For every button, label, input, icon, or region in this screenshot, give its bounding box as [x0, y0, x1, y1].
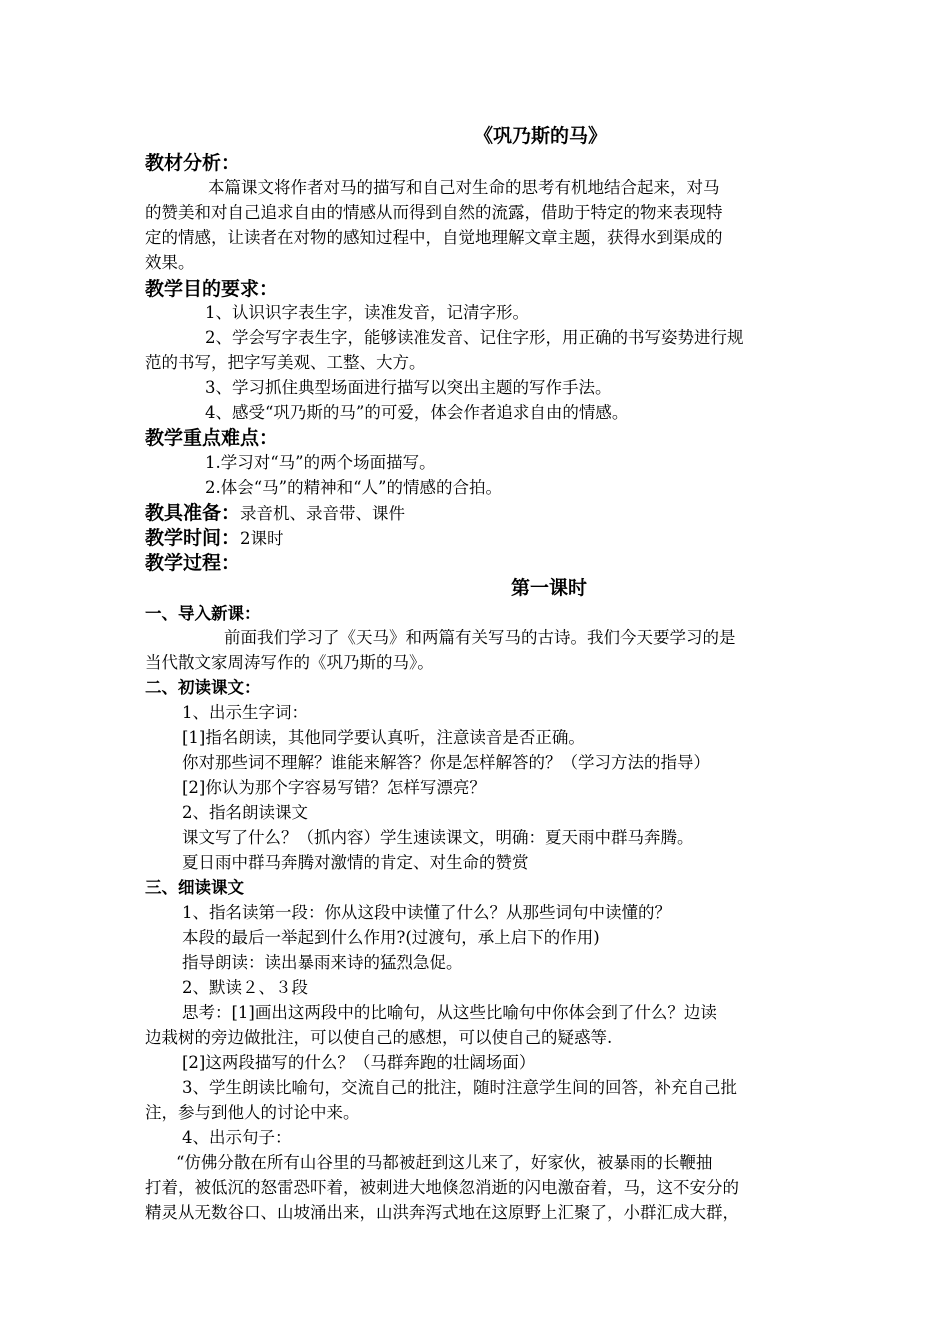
keypoints-heading: 教学重点难点：: [145, 427, 279, 449]
part2-line: 1、出示生字词：: [182, 703, 308, 722]
part3-line: 注，参与到他人的讨论中来。: [145, 1103, 360, 1122]
part3-line: 本段的最后一举起到什么作用?(过渡句，承上启下的作用): [182, 928, 600, 947]
keypoints-line: 1.学习对“马”的两个场面描写。: [205, 453, 436, 472]
goals-line: 4、感受“巩乃斯的马”的可爱，体会作者追求自由的情感。: [205, 403, 629, 422]
part2-line: 夏日雨中群马奔腾对激情的肯定、对生命的赞赏: [182, 853, 529, 872]
part3-line: 3、学生朗读比喻句，交流自己的批注，随时注意学生间的回答，补充自己批: [182, 1078, 737, 1097]
process-heading: 教学过程：: [145, 552, 241, 574]
analysis-line: 的赞美和对自己追求自由的情感从而得到自然的流露，借助于特定的物来表现特: [145, 203, 723, 222]
part3-heading: 三、细读课文: [145, 878, 244, 897]
part3-line: 2、默读２、３段: [182, 978, 308, 997]
analysis-line: 效果。: [145, 253, 195, 272]
part2-line: 课文写了什么？（抓内容）学生速读课文，明确：夏天雨中群马奔腾。: [182, 828, 694, 847]
part1-line: 当代散文家周涛写作的《巩乃斯的马》。: [145, 653, 434, 672]
time-row: [145, 526, 284, 551]
time-value: 2课时: [240, 529, 284, 548]
analysis-line: 本篇课文将作者对马的描写和自己对生命的思考有机地结合起来，对马: [208, 178, 720, 197]
part3-line: 指导朗读：读出暴雨来诗的猛烈急促。: [182, 953, 463, 972]
lesson1-heading: 第一课时: [511, 577, 588, 599]
part3-line: [2]这两段描写的什么？（马群奔跑的壮阔场面）: [182, 1053, 536, 1072]
tools-row: [145, 501, 405, 526]
part3-line: 4、出示句子：: [182, 1128, 292, 1147]
part3-line: 打着，被低沉的怒雷恐吓着，被刺进大地倏忽消逝的闪电激奋着，马，这不安分的: [145, 1178, 739, 1197]
part2-line: 2、指名朗读课文: [182, 803, 308, 822]
part1-heading: 一、导入新课：: [145, 604, 261, 623]
part3-line: 思考：[1]画出这两段中的比喻句，从这些比喻句中你体会到了什么？边读: [182, 1003, 717, 1022]
part2-heading: 二、初读课文：: [145, 678, 261, 697]
tools-heading: 教具准备：: [145, 502, 241, 524]
part2-line: 你对那些词不理解？谁能来解答？你是怎样解答的？（学习方法的指导）: [182, 753, 710, 772]
part3-line: 精灵从无数谷口、山坡涌出来，山洪奔泻式地在这原野上汇聚了，小群汇成大群，: [145, 1203, 739, 1222]
goals-line: 3、学习抓住典型场面进行描写以突出主题的写作手法。: [205, 378, 612, 397]
tools-value: 录音机、录音带、课件: [240, 504, 406, 523]
part3-line: 边栽树的旁边做批注，可以使自己的感想，可以使自己的疑惑等.: [145, 1028, 613, 1047]
part1-line: 前面我们学习了《天马》和两篇有关写马的古诗。我们今天要学习的是: [224, 628, 736, 647]
part2-line: [1]指名朗读，其他同学要认真听，注意读音是否正确。: [182, 728, 585, 747]
goals-line: 1、认识识字表生字，读准发音，记清字形。: [205, 303, 529, 322]
goals-line: 2、学会写字表生字，能够读准发音、记住字形，用正确的书写姿势进行规: [205, 328, 744, 347]
keypoints-line: 2.体会“马”的精神和“人”的情感的合拍。: [205, 478, 502, 497]
part2-line: [2]你认为那个字容易写错？怎样写漂亮？: [182, 778, 486, 797]
goals-heading: 教学目的要求：: [145, 278, 279, 300]
document-title: 《巩乃斯的马》: [474, 125, 608, 147]
part3-line: 1、指名读第一段：你从这段中读懂了什么？从那些词句中读懂的？: [182, 903, 671, 922]
analysis-heading: 教材分析：: [145, 152, 241, 174]
goals-line: 范的书写，把字写美观、工整、大方。: [145, 353, 426, 372]
part3-line: “仿佛分散在所有山谷里的马都被赶到这儿来了，好家伙，被暴雨的长鞭抽: [176, 1153, 713, 1172]
time-heading: 教学时间：: [145, 527, 241, 549]
analysis-line: 定的情感，让读者在对物的感知过程中，自觉地理解文章主题，获得水到渠成的: [145, 228, 723, 247]
